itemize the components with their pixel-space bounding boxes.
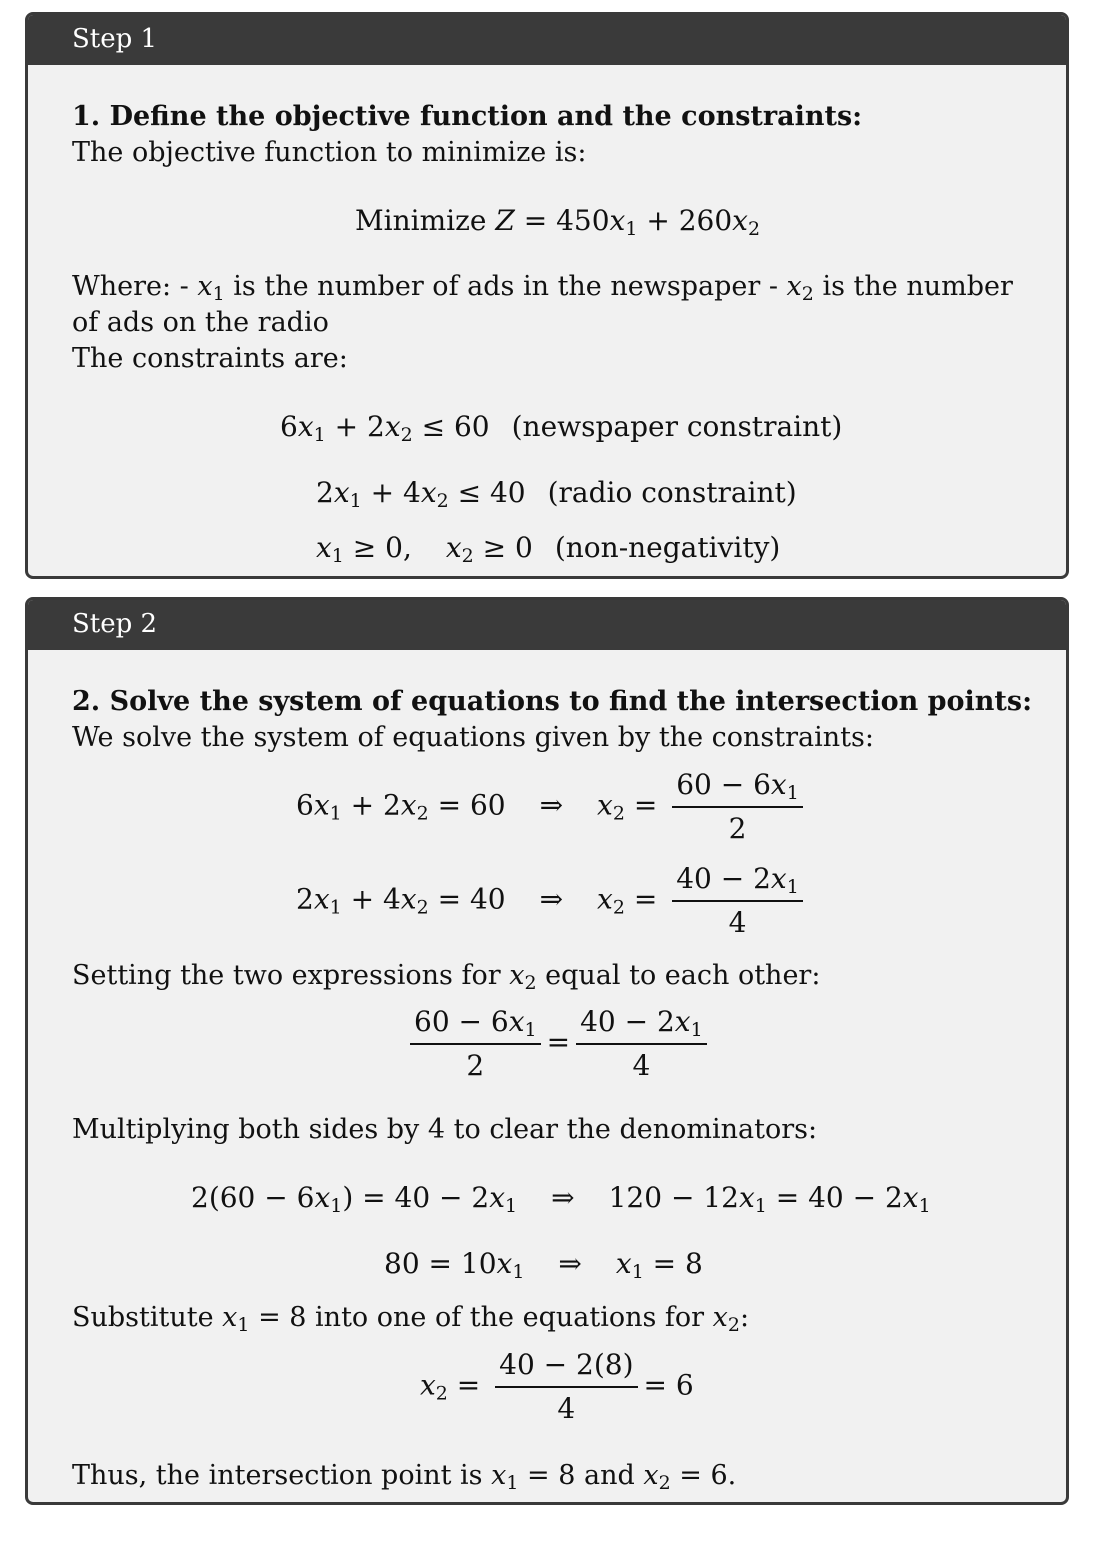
step-1-heading: 1. Define the objective function and the constraints: — [72, 101, 863, 132]
fraction: $\frac{40 - 2x_1}{4}$ — [576, 1005, 707, 1083]
step-1-box — [25, 12, 1069, 579]
fraction: $\frac{40 - 2x_1}{4}$ — [672, 862, 803, 940]
step-2-heading: 2. Solve the system of equations to find the intersection points: — [72, 686, 1033, 717]
constraints-intro: The constraints are: — [72, 343, 348, 374]
variables-description: Where: - $x_1$ is the number of ads in the newspaper - $x_2$ is the number of ads on the radio — [72, 271, 1013, 338]
solve-x2-equation-1: $6x_1 + 2x_2 = 60$ ⇒ $x_2$ = $\frac{60 - 6x_1}{2}$ — [296, 768, 809, 846]
x1-solution: $80 = 10x_1$ ⇒ $x_1 = 8$ — [384, 1247, 703, 1283]
step-2-box — [25, 597, 1069, 1505]
radio-constraint: $2x_1 + 4x_2 \le 40$ (radio constraint) — [316, 476, 797, 512]
newspaper-constraint: $6x_1 + 2x_2 \le 60$ (newspaper constraint) — [280, 410, 843, 446]
system-intro: We solve the system of equations given by the constraints: — [72, 722, 874, 753]
multiply-text: Multiplying both sides by 4 to clear the denominators: — [72, 1114, 818, 1145]
substitute-text: Substitute $x_1 = 8$ into one of the equations for $x_2$: — [72, 1302, 750, 1336]
step-2-header: Step 2 — [28, 600, 1066, 650]
setting-equal-text: Setting the two expressions for $x_2$ equal to each other: — [72, 960, 821, 994]
cleared-equation: $2(60 - 6x_1) = 40 - 2x_1$ ⇒ $120 - 12x_1 = 40 - 2x_1$ — [191, 1181, 931, 1217]
step-1-header: Step 1 — [28, 15, 1066, 65]
fraction: $\frac{60 - 6x_1}{2}$ — [410, 1005, 541, 1083]
x2-solution: $x_2$ = $\frac{40 - 2(8)}{4}$ = 6 — [420, 1348, 694, 1425]
fraction: $\frac{60 - 6x_1}{2}$ — [672, 768, 803, 846]
equal-expressions: $\frac{60 - 6x_1}{2}$ = $\frac{40 - 2x_1}{4}$ — [404, 1005, 713, 1083]
fraction: $\frac{40 - 2(8)}{4}$ — [495, 1348, 637, 1426]
objective-equation: Minimize $Z = 450x_1 + 260x_2$ — [355, 204, 761, 240]
objective-intro: The objective function to minimize is: — [72, 137, 587, 168]
solve-x2-equation-2: $2x_1 + 4x_2 = 40$ ⇒ $x_2$ = $\frac{40 - 2x_1}{4}$ — [296, 862, 809, 940]
non-negativity-constraint: $x_1 \ge 0$, $x_2 \ge 0$ (non-negativity) — [316, 531, 781, 567]
conclusion-text: Thus, the intersection point is $x_1 = 8$ and $x_2 = 6$. — [72, 1460, 737, 1494]
